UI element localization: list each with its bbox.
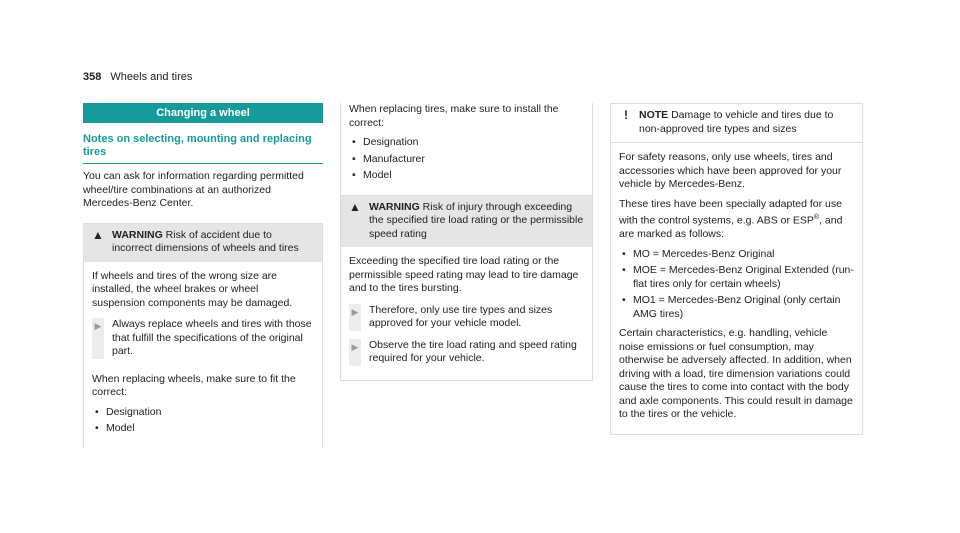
arrow-right-icon: ▶ <box>349 339 361 366</box>
tire-intro: When replacing tires, make sure to install the correct: <box>349 103 559 129</box>
list-item: • Model <box>363 169 584 183</box>
note-box-tires <box>610 103 863 435</box>
note-header <box>611 104 862 143</box>
replace-note: When replacing wheels, make sure to fit the correct: <box>92 372 296 398</box>
note-text: Damage to vehicle and tires due to non-approved tire types and sizes <box>639 109 834 135</box>
warning-box-load-rating <box>340 195 593 381</box>
warning-text: Risk of accident due to incorrect dimensions of wheels and tires <box>112 228 299 254</box>
warning-label: WARNING <box>369 200 420 213</box>
list-item: • Designation <box>106 406 314 420</box>
note-paragraph-1: For safety reasons, only use wheels, tires and accessories which have been approved for your vehicle by Mercedes-Benz. <box>619 151 842 190</box>
warning-body-text: If wheels and tires of the wrong size are installed, the wheel brakes or wheel suspension components may be damaged. <box>92 269 293 309</box>
list-item: • Manufacturer <box>363 153 584 167</box>
arrow-right-icon: ▶ <box>349 304 361 331</box>
step-text: Observe the tire load rating and speed rating required for your vehicle. <box>369 338 577 364</box>
subsection-title: Notes on selecting, mounting and replacing tires <box>83 133 323 164</box>
column-3 <box>610 103 863 435</box>
note-body <box>611 143 862 434</box>
warning-header <box>341 196 592 248</box>
list-item: • Designation <box>363 136 584 150</box>
tire-marking-list <box>619 248 854 322</box>
wheel-criteria-list <box>92 406 314 436</box>
instruction-step <box>92 318 314 359</box>
warning-body <box>341 247 592 380</box>
exclamation-icon: ! <box>624 108 628 122</box>
instruction-step <box>349 304 584 331</box>
page-header <box>83 71 192 83</box>
note-label: NOTE <box>639 109 669 121</box>
list-item: • MO = Mercedes-Benz Original <box>633 248 854 262</box>
step-text: Therefore, only use tire types and sizes approved for your vehicle model. <box>369 303 553 329</box>
intro-text: You can ask for information regarding permitted wheel/tire combinations at an authorized Mercedes-Benz Center. <box>83 170 304 209</box>
warning-continuation <box>83 373 323 448</box>
step-text: Always replace wheels and tires with those that fulfill the specifications of the original part. <box>112 318 312 357</box>
instruction-step <box>349 339 584 366</box>
warning-box-dimensions <box>83 223 323 373</box>
warning-text: Risk of injury through exceeding the specified tire load rating or the permissible speed rating <box>369 200 584 240</box>
warning-header <box>84 224 322 262</box>
warning-body <box>84 262 322 373</box>
page-number: 358 <box>83 71 102 83</box>
section-title: Changing a wheel <box>83 103 323 123</box>
warning-triangle-icon: ▲ <box>349 199 361 214</box>
column-2 <box>340 103 593 381</box>
list-item: • MO1 = Mercedes-Benz Original (only certain AMG tires) <box>633 294 854 321</box>
warning-triangle-icon: ▲ <box>92 227 104 242</box>
warning-body-text: Exceeding the specified tire load rating or the permissible speed rating may lead to tire damage and to the tires bursting. <box>349 255 579 294</box>
page-header-title: Wheels and tires <box>110 71 193 83</box>
note-paragraph-3: Certain characteristics, e.g. handling, vehicle noise emissions or fuel consumption, may otherwise be adversely affected. In addition, when driving with a load, tire dimension variations could cause the tires to come into contact with the body and axle components. This could result in damage to the tires or the vehicle. <box>619 327 853 420</box>
warning-label: WARNING <box>112 228 163 241</box>
tire-criteria-list <box>349 136 584 183</box>
note-paragraph-2: These tires have been specially adapted for use with the control systems, e.g. ABS or ESP®, and are marked as follows: <box>619 197 843 240</box>
arrow-right-icon: ▶ <box>92 318 104 359</box>
list-item: • MOE = Mercedes-Benz Original Extended (run-flat tires only for certain wheels) <box>633 264 854 291</box>
list-item: • Model <box>106 422 314 436</box>
column-2-top <box>340 103 593 195</box>
column-1 <box>83 103 323 448</box>
